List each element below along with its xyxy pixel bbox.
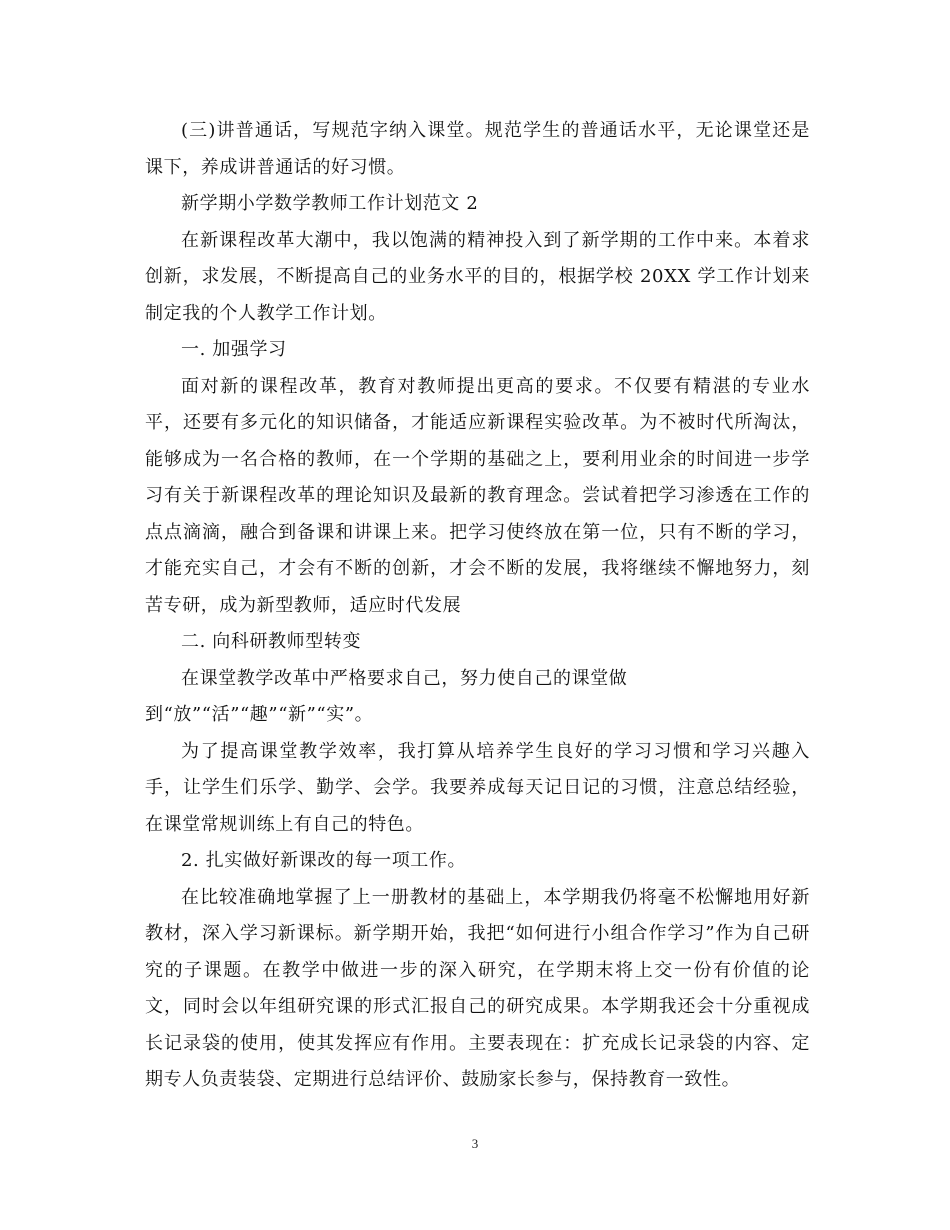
heading-research-teacher: 二. 向科研教师型转变	[181, 631, 362, 652]
paragraph-new-curriculum: 在比较准确地掌握了上一册教材的基础上，本学期我仍将毫不松懈地用好新教材，深入学习新课标。新学期开始，我把“如何进行小组合作学习”作为自己研究的子课题。在教学中做进一步的深入研究，在学期末将上交一份有价值的论文，同时会以年组研究课的形式汇报自己的研究成果。本学期我还会十分重视成长记录袋的使用，使其发挥应有作用。主要表现在：扩充成长记录袋的内容、定期专人负责装袋、定期进行总结评价、鼓励家长参与，保持教育一致性。	[145, 886, 810, 1090]
heading-strengthen-learning: 一. 加强学习	[181, 339, 287, 360]
document-body	[145, 113, 810, 1099]
paragraph-learning: 面对新的课程改革，教育对教师提出更高的要求。不仅要有精湛的专业水平，还要有多元化的知识储备，才能适应新课程实验改革。为不被时代所淘汰，能够成为一名合格的教师，在一个学期的基础之上，要利用业余的时间进一步学习有关于新课程改革的理论知识及最新的教育理念。尝试着把学习渗透在工作的点点滴滴，融合到备课和讲课上来。把学习使终放在第一位，只有不断的学习，才能充实自己，才会有不断的创新，才会不断的发展，我将继续不懈地努力，刻苦专研，成为新型教师，适应时代发展	[145, 375, 810, 616]
section-title: 新学期小学数学教师工作计划范文 2	[181, 193, 479, 214]
paragraph-classroom-reform: 在课堂教学改革中严格要求自己，努力使自己的课堂做	[181, 667, 628, 689]
heading-new-curriculum-work: 2. 扎实做好新课改的每一项工作。	[181, 850, 467, 871]
paragraph-classroom-reform-continued: 到“放”“活”“趣”“新”“实”。	[145, 704, 374, 725]
paragraph-efficiency: 为了提高课堂教学效率，我打算从培养学生良好的学习习惯和学习兴趣入手，让学生们乐学、勤学、会学。我要养成每天记日记的习惯，注意总结经验，在课堂常规训练上有自己的特色。	[145, 740, 810, 835]
paragraph-intro: 在新课程改革大潮中，我以饱满的精神投入到了新学期的工作中来。本着求创新，求发展，不断提高自己的业务水平的目的，根据学校 20XX 学工作计划来制定我的个人教学工作计划。	[145, 229, 810, 324]
page-number: 3	[471, 1136, 479, 1151]
paragraph-item-3: (三)讲普通话，写规范字纳入课堂。规范学生的普通话水平，无论课堂还是课下，养成讲普通话的好习惯。	[145, 120, 810, 178]
